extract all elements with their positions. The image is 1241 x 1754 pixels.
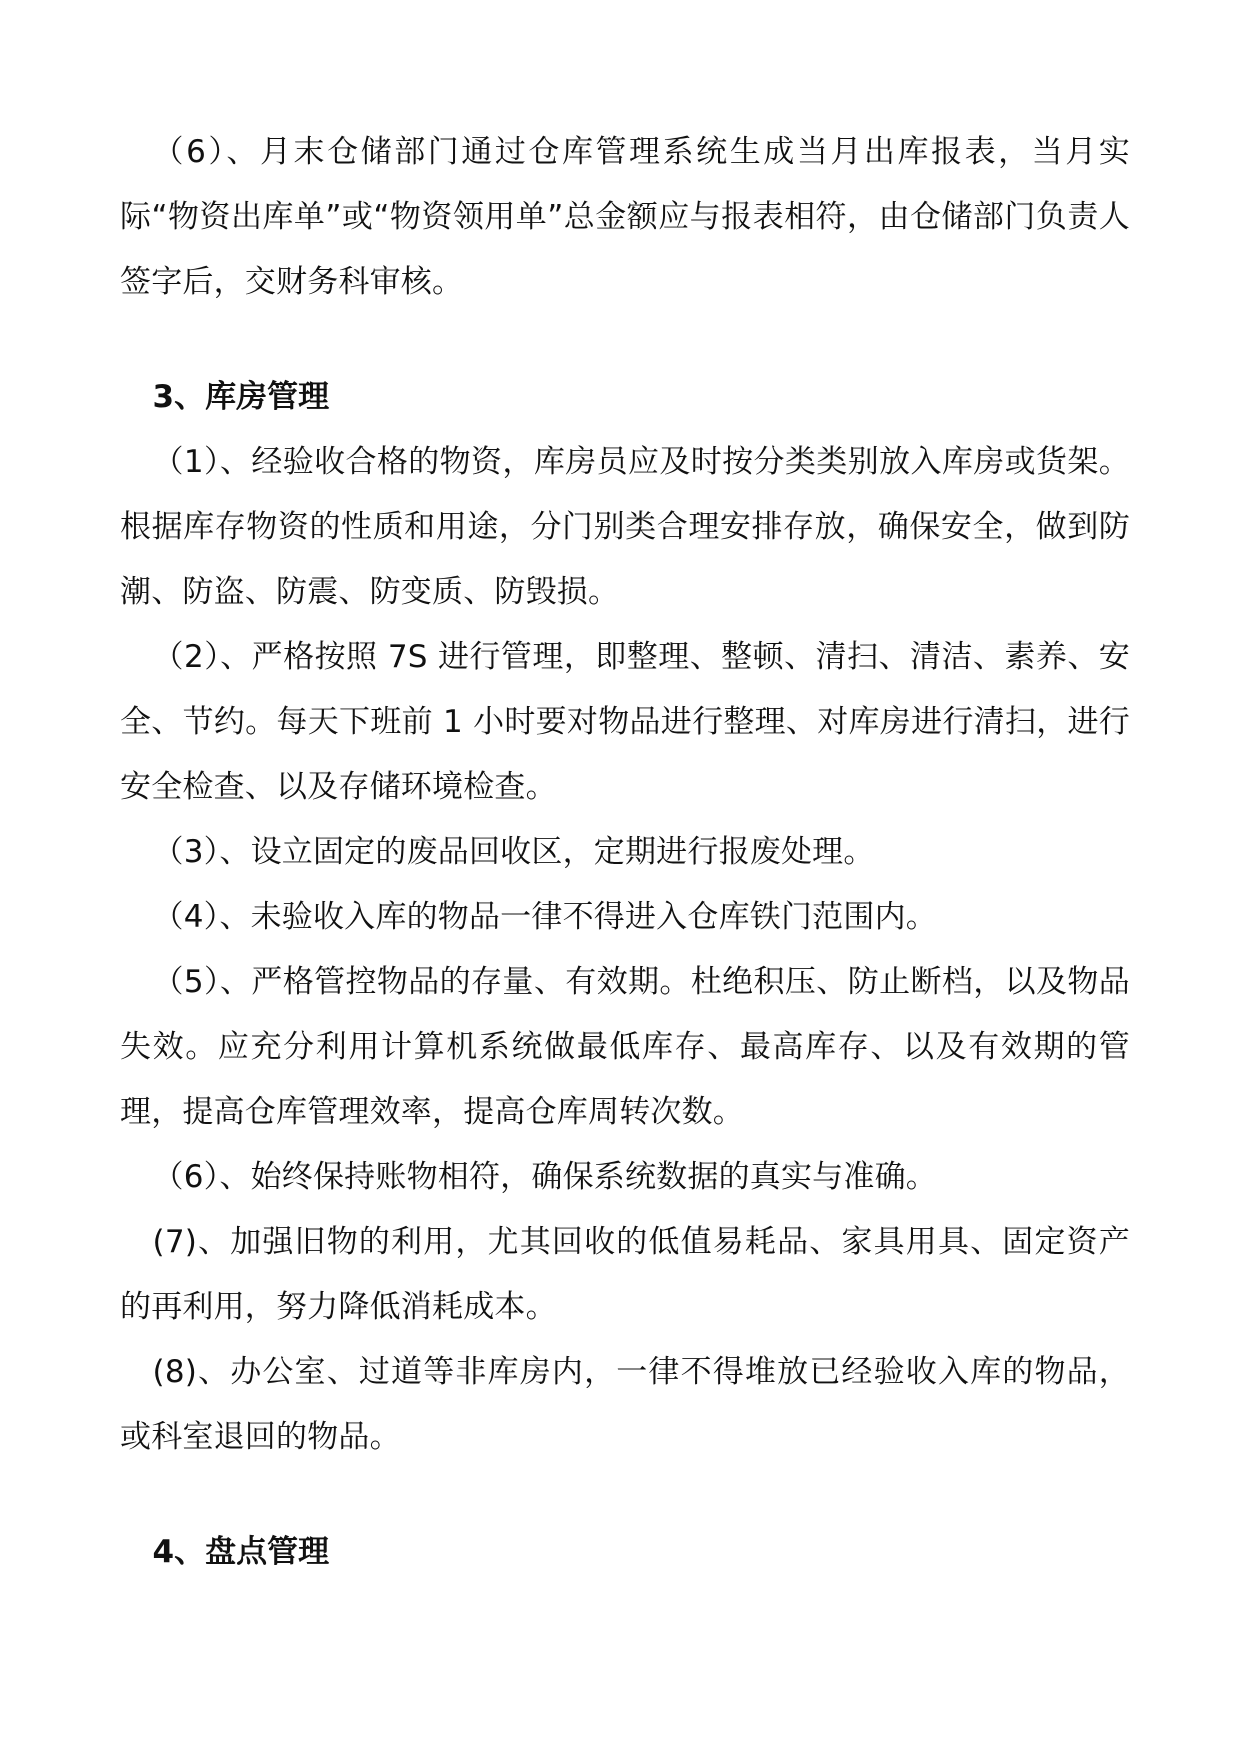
paragraph-item-3: （3）、设立固定的废品回收区，定期进行报废处理。 — [152, 834, 875, 870]
section-heading-inventory-management: 4、盘点管理 — [152, 1534, 330, 1570]
paragraph-item-8: (8)、办公室、过道等非库房内，一律不得堆放已经验收入库的物品，或科室退回的物品。 — [120, 1354, 1130, 1455]
paragraph-item-6: （6）、始终保持账物相符，确保系统数据的真实与准确。 — [152, 1159, 937, 1195]
paragraph-item-1: （1）、经验收合格的物资，库房员应及时按分类类别放入库房或货架。根据库存物资的性质和用途，分门别类合理安排存放，确保安全，做到防潮、防盗、防震、防变质、防毁损。 — [120, 444, 1130, 610]
paragraph-month-end-report: （6）、月末仓储部门通过仓库管理系统生成当月出库报表，当月实际“物资出库单”或“物资领用单”总金额应与报表相符，由仓储部门负责人签字后，交财务科审核。 — [120, 134, 1130, 300]
paragraph-item-5: （5）、严格管控物品的存量、有效期。杜绝积压、防止断档，以及物品失效。应充分利用计算机系统做最低库存、最高库存、以及有效期的管理，提高仓库管理效率，提高仓库周转次数。 — [120, 964, 1130, 1130]
paragraph-item-7: (7)、加强旧物的利用，尤其回收的低值易耗品、家具用具、固定资产的再利用，努力降低消耗成本。 — [120, 1224, 1130, 1325]
section-heading-warehouse-management: 3、库房管理 — [152, 379, 330, 415]
paragraph-item-2: （2）、严格按照 7S 进行管理，即整理、整顿、清扫、清洁、素养、安全、节约。每天下班前 1 小时要对物品进行整理、对库房进行清扫，进行安全检查、以及存储环境检查。 — [120, 639, 1130, 805]
document-body — [120, 120, 1130, 1585]
paragraph-item-4: （4）、未验收入库的物品一律不得进入仓库铁门范围内。 — [152, 899, 937, 935]
section-gap — [120, 1470, 1130, 1520]
section-gap — [120, 315, 1130, 365]
